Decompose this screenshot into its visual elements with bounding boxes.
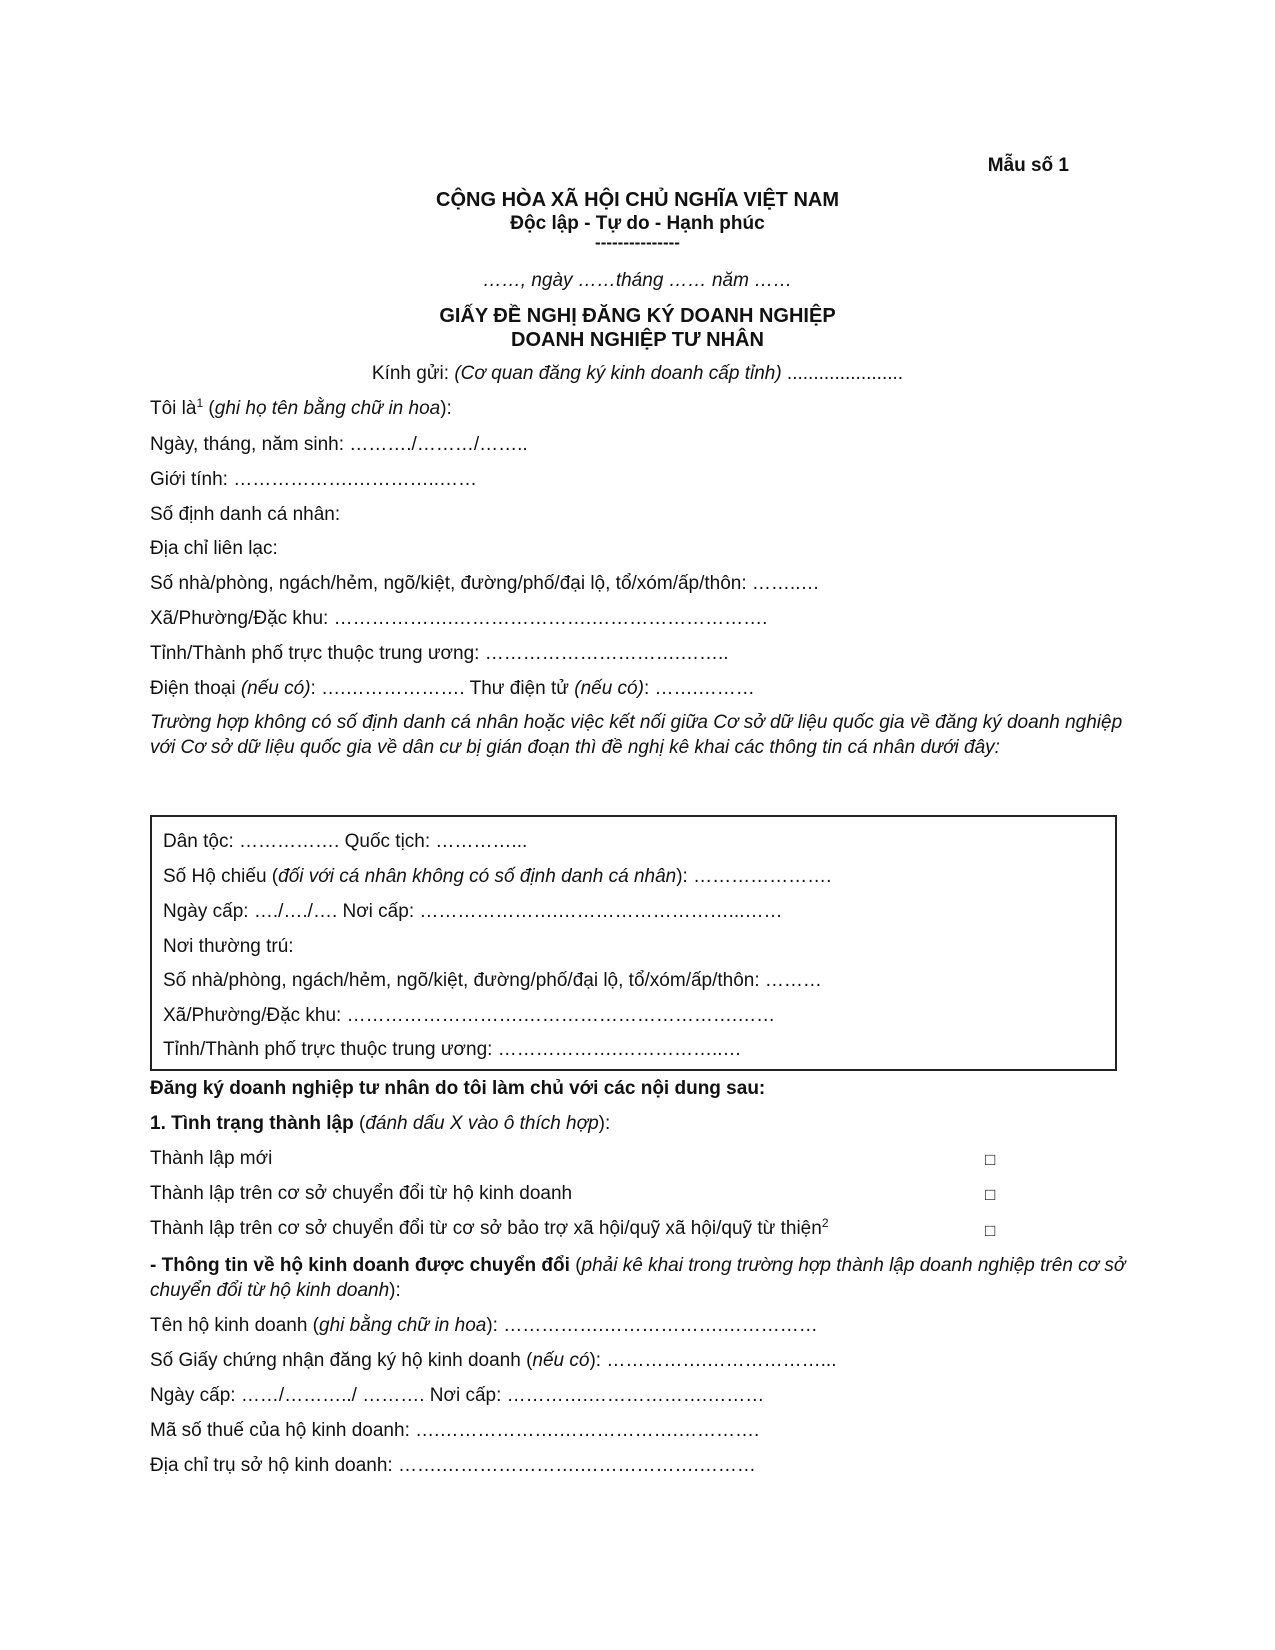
passport-hint: đối với cá nhân không có số định danh cá nhân	[278, 866, 677, 887]
household-name-hint: ghi bằng chữ in hoa	[319, 1315, 487, 1336]
option-social-label: Thành lập trên cơ sở chuyển đổi từ cơ sở bảo trợ xã hội/quỹ xã hội/quỹ từ thiện	[150, 1218, 822, 1239]
gender-line: Giới tính: ……………….…………..……	[150, 469, 478, 490]
recipient-line	[0, 363, 1275, 385]
id-number-line: Số định danh cá nhân:	[150, 504, 341, 525]
document-title-line1: GIẤY ĐỀ NGHỊ ĐĂNG KÝ DOANH NGHIỆP	[439, 305, 836, 327]
street-line: Số nhà/phòng, ngách/hẻm, ngõ/kiệt, đường/phố/đại lộ, tổ/xóm/ấp/thôn: ……..…	[150, 573, 820, 594]
footnote-ref-2: 2	[821, 1216, 829, 1230]
option-new-checkbox[interactable]: □	[985, 1150, 996, 1169]
ward-line: Xã/Phường/Đặc khu: ……………….………………….……………………….	[150, 608, 768, 629]
no-id-note: Trường hợp không có số định danh cá nhân hoặc việc kết nối giữa Cơ sở dữ liệu quốc gia về đăng ký doanh nghiệp với Cơ sở dữ liệu quốc gia về dân cư bị gián đoạn thì đề nghị kê khai các thông tin cá nhân dưới đây:	[150, 712, 1123, 758]
residence-line: Nơi thường trú:	[163, 936, 294, 957]
registration-heading: Đăng ký doanh nghiệp tư nhân do tôi làm chủ với các nội dung sau:	[150, 1078, 766, 1099]
section1-label: 1. Tình trạng thành lập	[150, 1113, 354, 1134]
foreign-info-box	[150, 815, 1117, 1071]
household-cert-line	[150, 1350, 836, 1372]
document-title-line2: DOANH NGHIỆP TƯ NHÂN	[511, 329, 764, 351]
ethnicity-line: Dân tộc: ……………. Quốc tịch: …………...	[163, 831, 528, 852]
household-heading-open: (	[569, 1255, 582, 1276]
household-heading-close: ):	[389, 1280, 401, 1301]
email-rest: : …….………	[643, 678, 755, 699]
section1-close: ):	[598, 1113, 611, 1134]
passport-line	[163, 866, 831, 888]
section1-open: (	[353, 1113, 366, 1134]
email-hint: (nếu có)	[574, 678, 644, 699]
nation-title: CỘNG HÒA XÃ HỘI CHỦ NGHĨA VIỆT NAM	[436, 189, 839, 211]
dob-line: Ngày, tháng, năm sinh: ………./………/……..	[150, 434, 528, 455]
option-social	[150, 1218, 829, 1240]
recipient-value: (Cơ quan đăng ký kinh doanh cấp tỉnh)	[454, 363, 782, 384]
household-heading-bold: - Thông tin về hộ kinh doanh được chuyển đổi	[150, 1255, 570, 1276]
household-name-line	[150, 1315, 818, 1337]
box-ward-line: Xã/Phường/Đặc khu: ……………………….…………………………….……	[163, 1005, 776, 1026]
applicant-name-line	[150, 398, 452, 420]
household-issue-line: Ngày cấp: ……/………../ ………. Nơi cấp: ………….……………….………	[150, 1385, 765, 1406]
name-label: Tôi là	[150, 398, 197, 419]
date-line: ……, ngày ……tháng …… năm ……	[482, 270, 793, 291]
household-address-line: Địa chỉ trụ sở hộ kinh doanh: …….………………….……………….………	[150, 1455, 756, 1476]
form-number: Mẫu số 1	[987, 155, 1069, 176]
option-household: Thành lập trên cơ sở chuyển đổi từ hộ kinh doanh	[150, 1183, 573, 1204]
household-cert-label: Số Giấy chứng nhận đăng ký hộ kinh doanh (	[150, 1350, 533, 1371]
name-open: (	[203, 398, 215, 419]
household-name-rest: ): …………….……………….……………	[486, 1315, 818, 1336]
phone-hint: (nếu có)	[240, 678, 311, 699]
household-heading-hint: phải kê khai trong trường hợp thành lập doanh nghiệp trên cơ sở chuyển đổi từ hộ kinh doanh	[150, 1255, 1126, 1301]
passport-label: Số Hộ chiếu (	[163, 866, 279, 887]
header-divider: ---------------	[595, 233, 680, 252]
name-close: ):	[440, 398, 452, 419]
section1-heading	[150, 1113, 610, 1135]
section1-hint: đánh dấu X vào ô thích hợp	[365, 1113, 599, 1134]
phone-email-line	[150, 678, 755, 700]
contact-address-line: Địa chỉ liên lạc:	[150, 538, 278, 559]
passport-rest: ): ………………….	[676, 866, 832, 887]
household-cert-rest: ): …………….………………...	[589, 1350, 837, 1371]
household-heading	[150, 1253, 1130, 1303]
option-new: Thành lập mới	[150, 1148, 273, 1169]
motto: Độc lập - Tự do - Hạnh phúc	[510, 213, 765, 234]
province-line: Tỉnh/Thành phố trực thuộc trung ương: ………………………….……..	[150, 643, 729, 664]
household-name-label: Tên hộ kinh doanh (	[150, 1315, 320, 1336]
household-tax-line: Mã số thuế của hộ kinh doanh: ….……………….……………….………….	[150, 1420, 760, 1441]
phone-rest: : ….………………. Thư điện tử	[310, 678, 575, 699]
option-social-checkbox[interactable]: □	[985, 1221, 996, 1240]
option-household-checkbox[interactable]: □	[985, 1185, 996, 1204]
issue-line: Ngày cấp: …./…./…. Nơi cấp: ………………….………………………...……	[163, 901, 783, 922]
household-cert-hint: nếu có	[532, 1350, 590, 1371]
name-hint: ghi họ tên bằng chữ in hoa	[214, 398, 441, 419]
recipient-label: Kính gửi:	[371, 363, 455, 384]
box-street-line: Số nhà/phòng, ngách/hẻm, ngõ/kiệt, đường/phố/đại lộ, tổ/xóm/ấp/thôn: ………	[163, 970, 822, 991]
recipient-dots: ......................	[781, 363, 904, 384]
footnote-ref-1: 1	[196, 396, 204, 410]
box-province-line: Tỉnh/Thành phố trực thuộc trung ương: ……………….……………..…	[163, 1039, 742, 1060]
phone-label: Điện thoại	[150, 678, 241, 699]
